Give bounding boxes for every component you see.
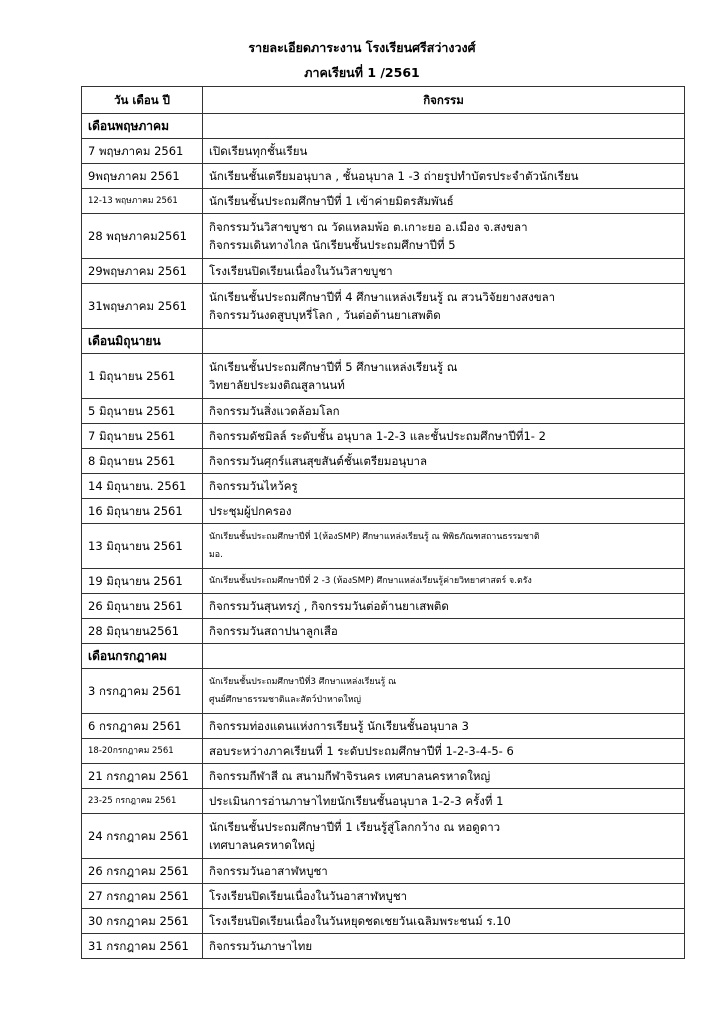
date-cell: 26 กรกฎาคม 2561 xyxy=(82,859,203,884)
table-row xyxy=(82,449,685,474)
date-cell: 3 กรกฎาคม 2561 xyxy=(82,669,203,714)
date-cell: 9พฤษภาคม 2561 xyxy=(82,164,203,189)
table-row xyxy=(82,669,685,714)
activity-line: กิจกรรมเดินทางไกล นักเรียนชั้นประถมศึกษาปีที่ 5 xyxy=(209,238,456,252)
date-cell: 29พฤษภาคม 2561 xyxy=(82,259,203,284)
month-name: เดือนพฤษภาคม xyxy=(82,114,203,139)
activity-cell xyxy=(203,189,685,214)
document-title: รายละเอียดภาระงาน โรงเรียนศรีสว่างวงศ์ xyxy=(248,40,476,55)
schedule-table xyxy=(81,86,685,959)
date-cell: 28 พฤษภาคม2561 xyxy=(82,214,203,259)
date-cell: 30 กรกฎาคม 2561 xyxy=(82,909,203,934)
activity-line: นักเรียนชั้นประถมศึกษาปีที่ 4 ศึกษาแหล่งเรียนรู้ ณ สวนวิจัยยางสงขลา xyxy=(209,290,556,304)
activity-cell xyxy=(203,399,685,424)
activity-cell xyxy=(203,284,685,329)
date-cell: 5 มิถุนายน 2561 xyxy=(82,399,203,424)
activity-cell xyxy=(203,499,685,524)
activity-cell xyxy=(203,354,685,399)
table-row xyxy=(82,764,685,789)
month-name: เดือนมิถุนายน xyxy=(82,329,203,354)
activity-line: นักเรียนชั้นประถมศึกษาปีที่ 5 ศึกษาแหล่งเรียนรู้ ณ xyxy=(209,360,458,374)
table-row xyxy=(82,909,685,934)
date-cell: 23-25 กรกฎาคม 2561 xyxy=(82,789,203,814)
activity-cell xyxy=(203,424,685,449)
activity-cell xyxy=(203,764,685,789)
table-row xyxy=(82,789,685,814)
table-row xyxy=(82,399,685,424)
date-cell: 24 กรกฎาคม 2561 xyxy=(82,814,203,859)
month-empty-cell xyxy=(203,644,685,669)
month-empty-cell xyxy=(203,329,685,354)
activity-line: เทศบาลนครหาดใหญ่ xyxy=(209,838,315,852)
month-header-row xyxy=(82,644,685,669)
table-header-row xyxy=(82,87,685,114)
activity-cell xyxy=(203,789,685,814)
activity-line: มอ. xyxy=(209,550,223,560)
table-row xyxy=(82,424,685,449)
date-cell: 19 มิถุนายน 2561 xyxy=(82,569,203,594)
activity-line: กิจกรรมวันศุกร์แสนสุขสันต์ชั้นเตรียมอนุบาล xyxy=(209,454,428,468)
table-row xyxy=(82,594,685,619)
table-row xyxy=(82,714,685,739)
activity-cell xyxy=(203,164,685,189)
date-cell: 1 มิถุนายน 2561 xyxy=(82,354,203,399)
table-row xyxy=(82,499,685,524)
date-cell: 27 กรกฎาคม 2561 xyxy=(82,884,203,909)
month-header-row xyxy=(82,329,685,354)
date-cell: 7 มิถุนายน 2561 xyxy=(82,424,203,449)
activity-line: กิจกรรมวันอาสาฬหบูชา xyxy=(209,864,328,878)
table-row xyxy=(82,934,685,959)
schedule-body xyxy=(82,114,685,959)
activity-cell xyxy=(203,524,685,569)
activity-cell xyxy=(203,259,685,284)
activity-line: กิจกรรมวันวิสาขบูชา ณ วัดแหลมพ้อ ต.เกาะยอ อ.เมือง จ.สงขลา xyxy=(209,220,528,234)
activity-cell xyxy=(203,474,685,499)
table-row xyxy=(82,569,685,594)
date-cell: 7 พฤษภาคม 2561 xyxy=(82,139,203,164)
activity-cell xyxy=(203,859,685,884)
activity-cell xyxy=(203,814,685,859)
activity-line: กิจกรรมวันงดสูบบุหรี่โลก , วันต่อต้านยาเสพติด xyxy=(209,308,441,322)
table-row xyxy=(82,284,685,329)
date-cell: 12-13 พฤษภาคม 2561 xyxy=(82,189,203,214)
activity-cell xyxy=(203,569,685,594)
month-empty-cell xyxy=(203,114,685,139)
table-row xyxy=(82,139,685,164)
activity-line: ประเมินการอ่านภาษาไทยนักเรียนชั้นอนุบาล 1-2-3 ครั้งที่ 1 xyxy=(209,794,504,808)
activity-line: กิจกรรมท่องแดนแห่งการเรียนรู้ นักเรียนชั้นอนุบาล 3 xyxy=(209,719,469,733)
date-cell: 16 มิถุนายน 2561 xyxy=(82,499,203,524)
date-column-header: วัน เดือน ปี xyxy=(82,87,203,114)
document-subtitle: ภาคเรียนที่ 1 /2561 xyxy=(304,65,420,80)
activity-line: กิจกรรมวันไหว้ครู xyxy=(209,479,298,493)
month-name: เดือนกรกฎาคม xyxy=(82,644,203,669)
activity-column-header: กิจกรรม xyxy=(203,87,685,114)
date-cell: 28 มิถุนายน2561 xyxy=(82,619,203,644)
activity-line: กิจกรรมดัชมิลล์ ระดับชั้น อนุบาล 1-2-3 และชั้นประถมศึกษาปีที่1- 2 xyxy=(209,429,546,443)
activity-line: นักเรียนชั้นประถมศึกษาปีที่3 ศึกษาแหล่งเรียนรู้ ณ xyxy=(209,677,397,687)
date-cell: 31พฤษภาคม 2561 xyxy=(82,284,203,329)
activity-cell xyxy=(203,909,685,934)
table-row xyxy=(82,354,685,399)
date-cell: 8 มิถุนายน 2561 xyxy=(82,449,203,474)
activity-line: นักเรียนชั้นประถมศึกษาปีที่ 1(ห้องSMP) ศึกษาแหล่งเรียนรู้ ณ พิพิธภัณฑสถานธรรมชาติ xyxy=(209,532,540,542)
table-row xyxy=(82,214,685,259)
activity-cell xyxy=(203,594,685,619)
date-cell: 31 กรกฎาคม 2561 xyxy=(82,934,203,959)
table-row xyxy=(82,814,685,859)
activity-line: กิจกรรมวันสิ่งแวดล้อมโลก xyxy=(209,404,340,418)
activity-line: โรงเรียนปิดเรียนเนื่องในวันอาสาฬหบูชา xyxy=(209,889,408,903)
table-row xyxy=(82,524,685,569)
activity-line: ศูนย์ศึกษาธรรมชาติและสัตว์ป่าหาดใหญ่ xyxy=(209,695,362,705)
table-row xyxy=(82,619,685,644)
activity-cell xyxy=(203,934,685,959)
table-row xyxy=(82,189,685,214)
activity-line: เปิดเรียนทุกชั้นเรียน xyxy=(209,144,308,158)
activity-line: กิจกรรมกีฬาสี ณ สนามกีฬาจิรนคร เทศบาลนครหาดใหญ่ xyxy=(209,769,491,783)
date-cell: 18-20กรกฎาคม 2561 xyxy=(82,739,203,764)
activity-line: กิจกรรมวันสุนทรภู่ , กิจกรรมวันต่อต้านยาเสพติด xyxy=(209,599,449,613)
activity-cell xyxy=(203,619,685,644)
activity-cell xyxy=(203,739,685,764)
activity-cell xyxy=(203,884,685,909)
activity-cell xyxy=(203,214,685,259)
activity-line: สอบระหว่างภาคเรียนที่ 1 ระดับประถมศึกษาปีที่ 1-2-3-4-5- 6 xyxy=(209,744,514,758)
table-row xyxy=(82,859,685,884)
activity-line: โรงเรียนปิดเรียนเนื่องในวันวิสาขบูชา xyxy=(209,264,393,278)
table-row xyxy=(82,884,685,909)
activity-cell xyxy=(203,449,685,474)
table-row xyxy=(82,474,685,499)
activity-line: กิจกรรมวันสถาปนาลูกเสือ xyxy=(209,624,338,638)
activity-line: วิทยาลัยประมงติณสูลานนท์ xyxy=(209,378,345,392)
activity-cell xyxy=(203,714,685,739)
table-row xyxy=(82,739,685,764)
activity-line: นักเรียนชั้นประถมศึกษาปีที่ 2 -3 (ห้องSMP) ศึกษาแหล่งเรียนรู้ค่ายวิทยาศาสตร์ จ.ตรัง xyxy=(209,576,532,586)
activity-line: นักเรียนชั้นประถมศึกษาปีที่ 1 เรียนรู้สู่โลกกว้าง ณ หอดูดาว xyxy=(209,820,501,834)
table-row xyxy=(82,164,685,189)
date-cell: 14 มิถุนายน. 2561 xyxy=(82,474,203,499)
activity-cell xyxy=(203,669,685,714)
date-cell: 13 มิถุนายน 2561 xyxy=(82,524,203,569)
activity-line: นักเรียนชั้นเตรียมอนุบาล , ชั้นอนุบาล 1 -3 ถ่ายรูปทำบัตรประจำตัวนักเรียน xyxy=(209,169,579,183)
table-row xyxy=(82,259,685,284)
activity-line: นักเรียนชั้นประถมศึกษาปีที่ 1 เข้าค่ายมิตรสัมพันธ์ xyxy=(209,194,454,208)
activity-line: กิจกรรมวันภาษาไทย xyxy=(209,939,313,953)
activity-cell xyxy=(203,139,685,164)
activity-line: โรงเรียนปิดเรียนเนื่องในวันหยุดชดเชยวันเฉลิมพระชนม์ ร.10 xyxy=(209,914,511,928)
month-header-row xyxy=(82,114,685,139)
date-cell: 21 กรกฎาคม 2561 xyxy=(82,764,203,789)
date-cell: 6 กรกฎาคม 2561 xyxy=(82,714,203,739)
activity-line: ประชุมผู้ปกครอง xyxy=(209,504,292,518)
date-cell: 26 มิถุนายน 2561 xyxy=(82,594,203,619)
